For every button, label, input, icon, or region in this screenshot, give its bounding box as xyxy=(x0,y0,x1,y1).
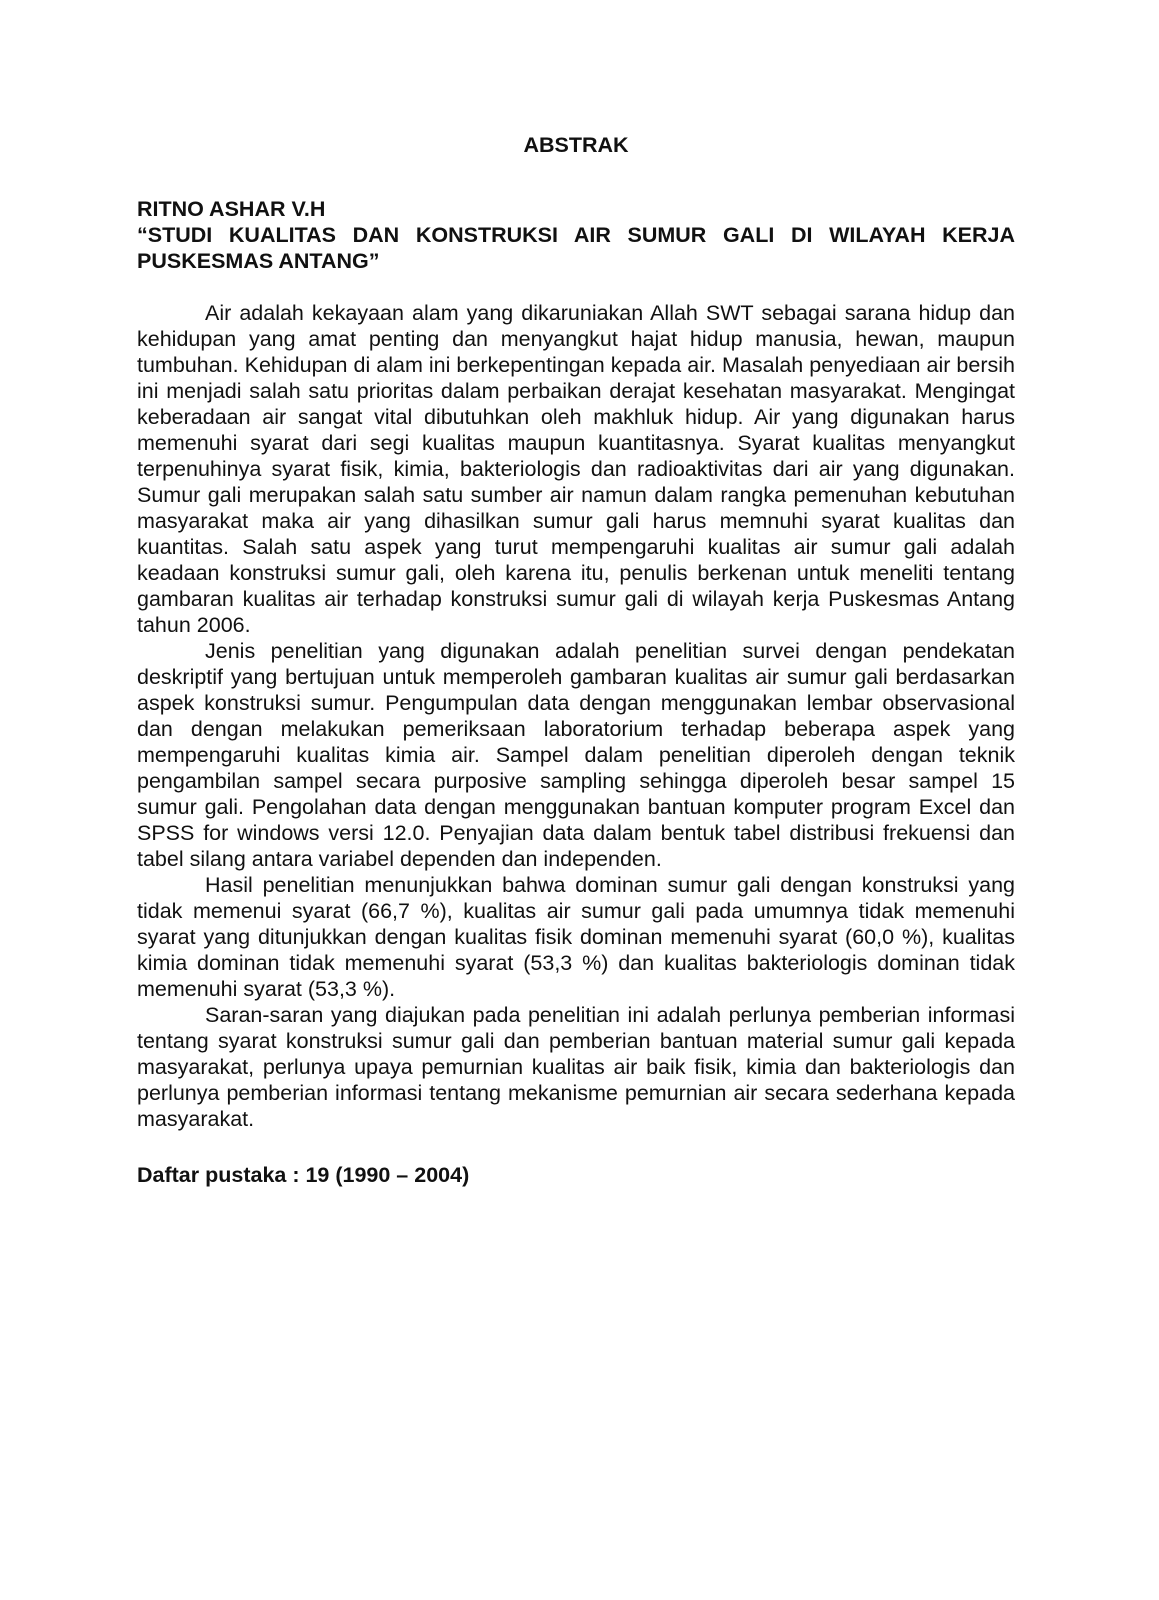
abstract-page xyxy=(137,132,1015,1188)
abstract-paragraph-3: Hasil penelitian menunjukkan bahwa dominan sumur gali dengan konstruksi yang tidak memenui syarat (66,7 %), kualitas air sumur gali pada umumnya tidak memenuhi syarat yang ditunjukkan dengan kualitas fisik dominan memenuhi syarat (60,0 %), kualitas kimia dominan tidak memenuhi syarat (53,3 %) dan kualitas bakteriologis dominan tidak memenuhi syarat (53,3 %). xyxy=(137,873,1015,1001)
thesis-title: “STUDI KUALITAS DAN KONSTRUKSI AIR SUMUR GALI DI WILAYAH KERJA PUSKESMAS ANTANG” xyxy=(137,223,1015,273)
references-count: Daftar pustaka : 19 (1990 – 2004) xyxy=(137,1163,470,1187)
abstract-paragraph-4: Saran-saran yang diajukan pada penelitian ini adalah perlunya pemberian informasi tentang syarat konstruksi sumur gali dan pemberian bantuan material sumur gali kepada masyarakat, perlunya upaya pemurnian kualitas air baik fisik, kimia dan bakteriologis dan perlunya pemberian informasi tentang mekanisme pemurnian air secara sederhana kepada masyarakat. xyxy=(137,1003,1015,1131)
abstract-body xyxy=(137,300,1015,1132)
abstract-paragraph-1: Air adalah kekayaan alam yang dikaruniakan Allah SWT sebagai sarana hidup dan kehidupan yang amat penting dan menyangkut hajat hidup manusia, hewan, maupun tumbuhan. Kehidupan di alam ini berkepentingan kepada air. Masalah penyediaan air bersih ini menjadi salah satu prioritas dalam perbaikan derajat kesehatan masyarakat. Mengingat keberadaan air sangat vital dibutuhkan oleh makhluk hidup. Air yang digunakan harus memenuhi syarat dari segi kualitas maupun kuantitasnya. Syarat kualitas menyangkut terpenuhinya syarat fisik, kimia, bakteriologis dan radioaktivitas dari air yang digunakan. Sumur gali merupakan salah satu sumber air namun dalam rangka pemenuhan kebutuhan masyarakat maka air yang dihasilkan sumur gali harus memnuhi syarat kualitas dan kuantitas. Salah satu aspek yang turut mempengaruhi kualitas air sumur gali adalah keadaan konstruksi sumur gali, oleh karena itu, penulis berkenan untuk meneliti tentang gambaran kualitas air terhadap konstruksi sumur gali di wilayah kerja Puskesmas Antang tahun 2006. xyxy=(137,301,1015,637)
author-name: RITNO ASHAR V.H xyxy=(137,197,326,221)
abstract-paragraph-2: Jenis penelitian yang digunakan adalah penelitian survei dengan pendekatan deskriptif yang bertujuan untuk memperoleh gambaran kualitas air sumur gali berdasarkan aspek konstruksi sumur. Pengumpulan data dengan menggunakan lembar observasional dan dengan melakukan pemeriksaan laboratorium terhadap beberapa aspek yang mempengaruhi kualitas kimia air. Sampel dalam penelitian diperoleh dengan teknik pengambilan sampel secara purposive sampling sehingga diperoleh besar sampel 15 sumur gali. Pengolahan data dengan menggunakan bantuan komputer program Excel dan SPSS for windows versi 12.0. Penyajian data dalam bentuk tabel distribusi frekuensi dan tabel silang antara variabel dependen dan independen. xyxy=(137,639,1015,871)
page-heading: ABSTRAK xyxy=(523,133,629,157)
author-title-block xyxy=(137,196,1015,274)
